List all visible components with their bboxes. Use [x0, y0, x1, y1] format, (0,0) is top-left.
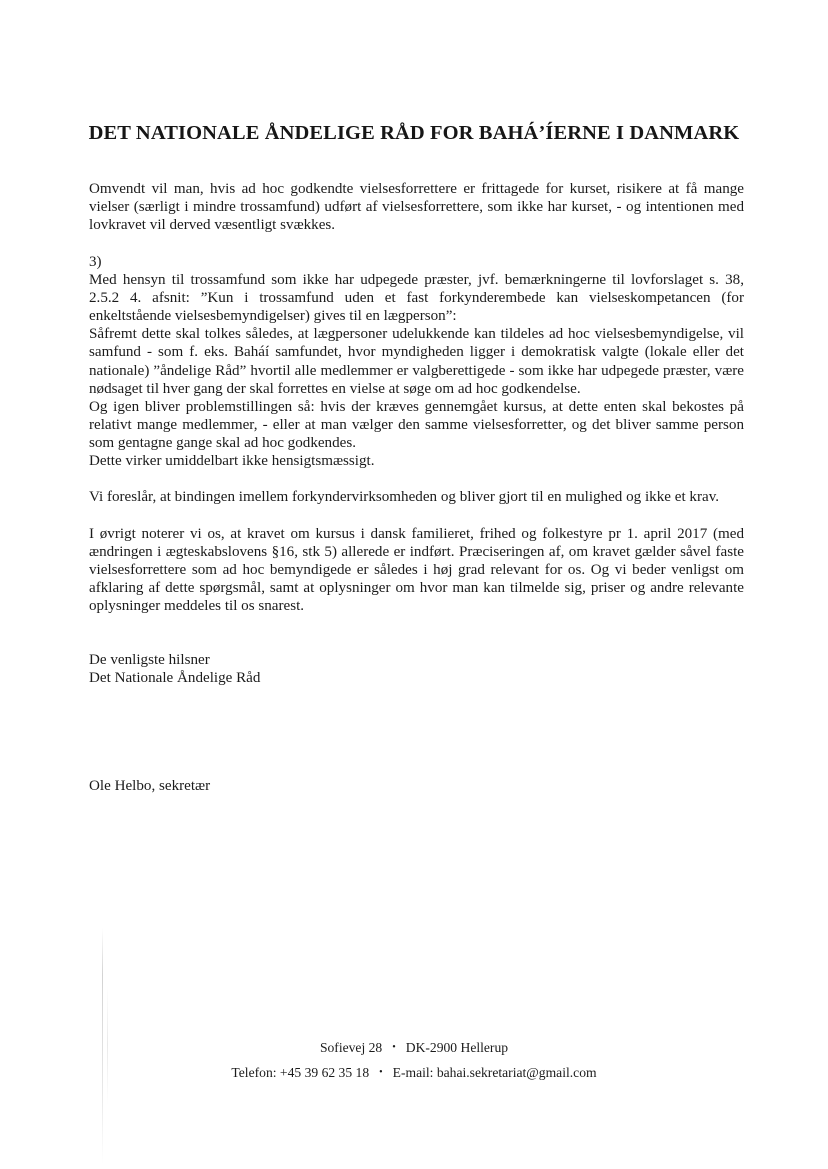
- paragraph-2-line-4: Dette virker umiddelbart ikke hensigtsmæssigt.: [89, 453, 375, 470]
- paragraph-2-line-3: Og igen bliver problemstillingen så: hvis der kræves gennemgået kursus, at dette enten skal bekostes på relativt mange medlemmer, - eller at man vælger den samme vielsesforretter, og det bliver samme person som gentagne gange skal ad hoc godkendes.: [89, 398, 744, 451]
- closing: [89, 651, 260, 687]
- footer-street: Sofievej 28: [319, 1040, 383, 1055]
- footer-email: E-mail: bahai.sekretariat@gmail.com: [392, 1065, 597, 1080]
- paragraph-3-text: Vi foreslår, at bindingen imellem forkyndervirksomheden og bliver gjort til en mulighed og ikke et krav.: [89, 489, 720, 505]
- footer-address: [0, 1040, 828, 1056]
- signature: Ole Helbo, sekretær: [89, 778, 211, 794]
- section-number: 3): [89, 254, 102, 270]
- paragraph-1-text: Omvendt vil man, hvis ad hoc godkendte vielsesforrettere er frittagede for kurset, risikere at få mange vielser (særligt i mindre trossamfund) udført af vielsesforrettere, som ikke har kurset, - og intentionen med lovkravet vil derved væsentligt svækkes.: [89, 181, 744, 234]
- paragraph-3: [89, 488, 744, 506]
- footer-separator: •: [392, 1042, 396, 1053]
- footer-contact: [0, 1065, 828, 1081]
- paragraph-4: [89, 525, 744, 615]
- paragraph-2-line-2: Såfremt dette skal tolkes således, at lægpersoner udelukkende kan tildeles ad hoc vielsesbemyndigelse, vil samfund - som f. eks. Baháí samfundet, hvor myndigheden ligger i demokratisk valgte (lokale eller det nationale) ”åndelige Råd” hvortil alle medlemmer er valgberettigede - som ikke har udpegede præster, være nødsaget til hver gang der skal forrettes en vielse at søge om ad hoc godkendelse.: [89, 326, 744, 397]
- paragraph-2-line-1: Med hensyn til trossamfund som ikke har udpegede præster, jvf. bemærkningerne til lovforslaget s. 38, 2.5.2 4. afsnit: ”Kun i trossamfund uden et fast forkynderembede kan vielseskompetancen (for enkeltstående vielsesbemyndigelser) gives til en lægperson”:: [89, 272, 744, 325]
- closing-sender: Det Nationale Åndelige Råd: [89, 670, 261, 687]
- paragraph-2: [89, 253, 744, 470]
- footer-city: DK-2900 Hellerup: [405, 1040, 509, 1055]
- footer-phone: Telefon: +45 39 62 35 18: [231, 1065, 370, 1080]
- paragraph-4-text: I øvrigt noterer vi os, at kravet om kursus i dansk familieret, frihed og folkestyre pr 1. april 2017 (med ændringen i ægteskabslovens §16, stk 5) allerede er indført. Præciseringen af, om kravet gælder såvel faste vielsesforrettere som ad hoc bemyndigede er således i høj grad relevant for os. Og vi beder venligst om afklaring af dette spørgsmål, samt at oplysninger om hvor man kan tilmelde sig, priser og andre relevante oplysninger meddeles til os snarest.: [89, 526, 744, 615]
- paragraph-1: [89, 180, 744, 234]
- letter-heading: DET NATIONALE ÅNDELIGE RÅD FOR BAHÁ’ÍERNE I DANMARK: [88, 122, 740, 144]
- closing-greeting: De venligste hilsner: [89, 652, 210, 668]
- footer-separator: •: [379, 1067, 383, 1078]
